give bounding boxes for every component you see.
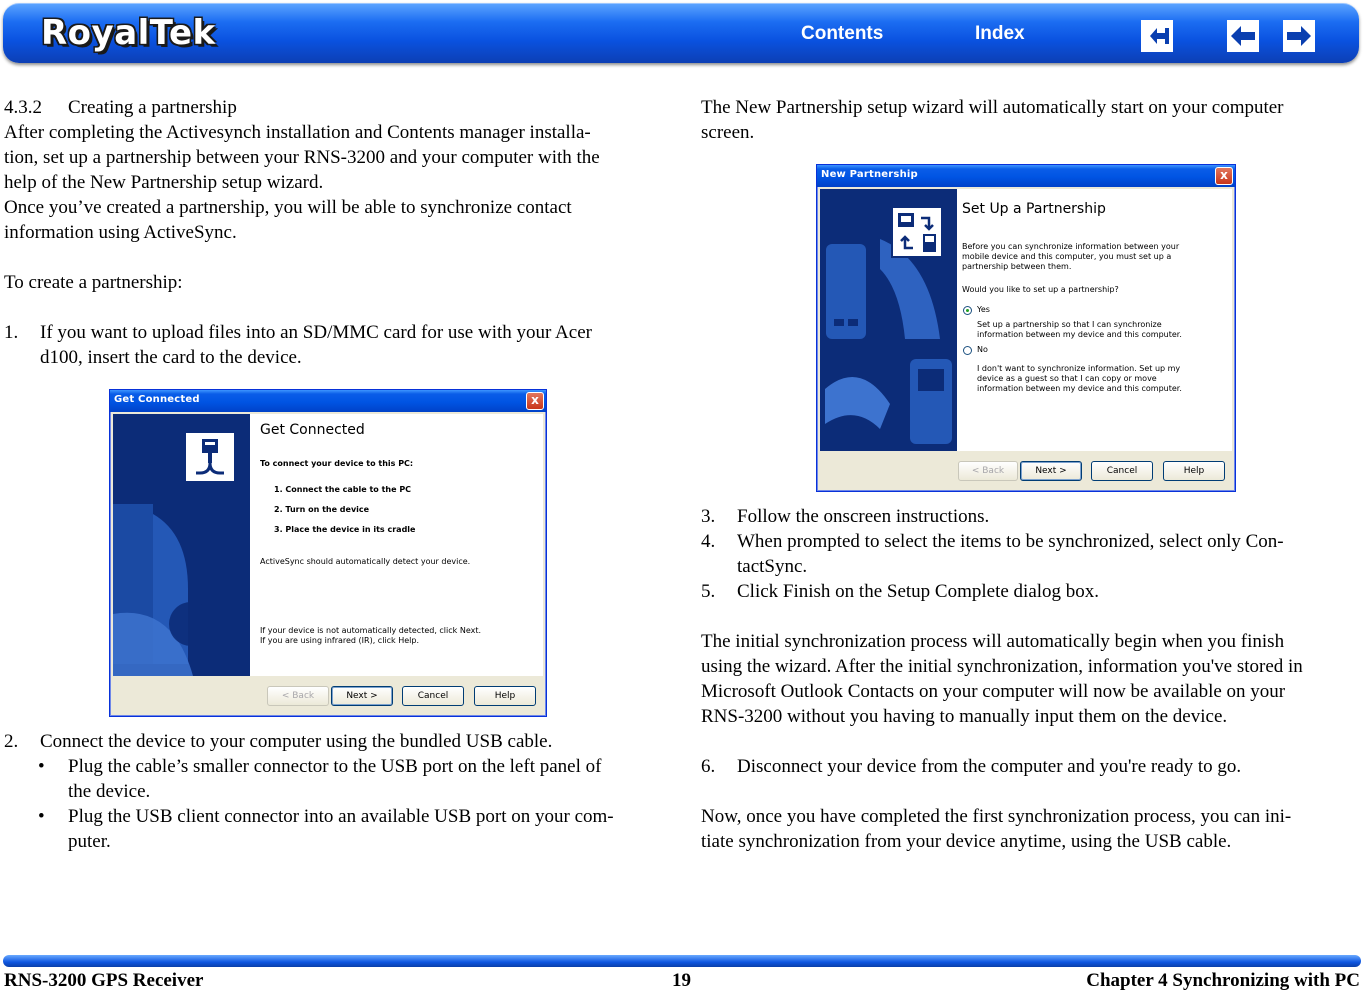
back-return-icon[interactable]	[1141, 20, 1173, 52]
section-number: 4.3.2	[4, 97, 42, 118]
dialog-title: Get Connected	[114, 394, 200, 405]
closing-paragraph: tiate synchronization from your device anytime, using the USB cable.	[701, 831, 1232, 852]
sync-paragraph: The initial synchronization process will automatically begin when you finish	[701, 631, 1285, 652]
wizard-intro: The New Partnership setup wizard will automatically start on your computer	[701, 97, 1284, 118]
back-button[interactable]: < Back	[958, 461, 1018, 481]
help-button[interactable]: Help	[474, 686, 536, 706]
not-detected-note: If your device is not automatically detected, click Next.	[260, 626, 482, 635]
step-4: 4. When prompted to select the items to be synchronized, select only Con-	[701, 531, 1284, 552]
auto-detect-text: ActiveSync should automatically detect your device.	[260, 557, 471, 566]
section-heading	[4, 95, 669, 120]
section-title: Creating a partnership	[68, 97, 237, 118]
right-column-lower	[701, 504, 1361, 854]
cancel-button[interactable]: Cancel	[1091, 461, 1153, 481]
get-connected-dialog	[109, 389, 547, 717]
sync-devices-icon	[891, 206, 943, 258]
connect-step: 3. Place the device in its cradle	[274, 525, 416, 534]
step-1-cont: d100, insert the card to the device.	[40, 347, 302, 368]
to-create-label: To create a partnership:	[4, 272, 183, 293]
intro-line: information using ActiveSync.	[4, 222, 237, 243]
left-column-lower	[4, 729, 669, 854]
next-button[interactable]: Next >	[331, 686, 393, 706]
no-description: I don't want to synchronize information. Set up my	[977, 364, 1181, 373]
dialog-titlebar	[817, 165, 1235, 187]
yes-description: Set up a partnership so that I can synchronize	[977, 320, 1162, 329]
dialog-titlebar	[110, 390, 546, 412]
yes-label[interactable]: Yes	[977, 305, 990, 314]
bullet-item-cont: puter.	[68, 831, 111, 852]
sync-paragraph: RNS-3200 without you having to manually input them on the device.	[701, 706, 1228, 727]
next-page-icon[interactable]	[1283, 20, 1315, 52]
step-5: 5. Click Finish on the Setup Complete dialog box.	[701, 581, 1100, 602]
no-radio[interactable]	[963, 346, 972, 355]
footer-chapter: Chapter 4 Synchronizing with PC	[1086, 970, 1360, 991]
new-partnership-dialog	[816, 164, 1236, 492]
footer-product: RNS-3200 GPS Receiver	[4, 970, 204, 991]
back-button[interactable]: < Back	[267, 686, 329, 706]
intro-line: After completing the Activesynch installation and Contents manager installa-	[4, 122, 591, 143]
yes-description: information between my device and this computer.	[977, 330, 1182, 339]
sync-paragraph: using the wizard. After the initial synchronization, information you've stored in	[701, 656, 1303, 677]
sync-paragraph: Microsoft Outlook Contacts on your computer will now be available on your	[701, 681, 1286, 702]
partnership-desc: Before you can synchronize information between your	[962, 242, 1180, 251]
previous-page-icon[interactable]	[1227, 20, 1259, 52]
yes-radio[interactable]	[963, 306, 972, 315]
partnership-question: Would you like to set up a partnership?	[962, 285, 1119, 294]
step-6: 6. Disconnect your device from the computer and you're ready to go.	[701, 756, 1242, 777]
wizard-intro: screen.	[701, 122, 755, 143]
wizard-heading: Set Up a Partnership	[962, 201, 1106, 217]
usb-cable-icon	[184, 431, 236, 483]
index-link[interactable]: Index	[975, 23, 1025, 44]
footer-bar	[3, 955, 1361, 967]
left-column	[4, 95, 669, 370]
dialog-title: New Partnership	[821, 169, 918, 180]
header-bar	[3, 3, 1359, 63]
closing-paragraph: Now, once you have completed the first synchronization process, you can ini-	[701, 806, 1292, 827]
connect-step: 2. Turn on the device	[274, 505, 370, 514]
connect-lead: To connect your device to this PC:	[260, 459, 414, 468]
connect-step: 1. Connect the cable to the PC	[274, 485, 412, 494]
page-number: 19	[672, 970, 691, 991]
infrared-note: If you are using infrared (IR), click Help.	[260, 636, 419, 645]
wizard-content-pane	[250, 414, 543, 676]
royaltek-logo: RoyalTek	[41, 13, 216, 53]
step-4-cont: tactSync.	[737, 556, 808, 577]
contents-link[interactable]: Contents	[801, 23, 884, 44]
intro-line: Once you’ve created a partnership, you will be able to synchronize contact	[4, 197, 572, 218]
intro-line: help of the New Partnership setup wizard.	[4, 172, 324, 193]
intro-line: tion, set up a partnership between your RNS-3200 and your computer with the	[4, 147, 600, 168]
partnership-desc: mobile device and this computer, you must set up a	[962, 252, 1172, 261]
wizard-content-pane	[957, 189, 1232, 451]
partnership-desc: partnership between them.	[962, 262, 1072, 271]
close-icon[interactable]: x	[526, 392, 544, 410]
no-description: information between my device and this computer.	[977, 384, 1182, 393]
bullet-item-cont: the device.	[68, 781, 151, 802]
cancel-button[interactable]: Cancel	[402, 686, 464, 706]
bullet-item: • Plug the cable’s smaller connector to the USB port on the left panel of	[38, 756, 602, 777]
right-column	[701, 95, 1361, 145]
no-label[interactable]: No	[977, 345, 988, 354]
close-icon[interactable]: x	[1215, 167, 1233, 185]
step-2: 2. Connect the device to your computer using the bundled USB cable.	[4, 731, 553, 752]
help-button[interactable]: Help	[1163, 461, 1225, 481]
step-3: 3. Follow the onscreen instructions.	[701, 506, 990, 527]
step-1: 1. If you want to upload files into an SD/MMC card for use with your Acer	[4, 322, 592, 343]
no-description: device as a guest so that I can copy or move	[977, 374, 1157, 383]
wizard-heading: Get Connected	[260, 422, 365, 438]
bullet-item: • Plug the USB client connector into an available USB port on your com-	[38, 806, 614, 827]
next-button[interactable]: Next >	[1020, 461, 1082, 481]
